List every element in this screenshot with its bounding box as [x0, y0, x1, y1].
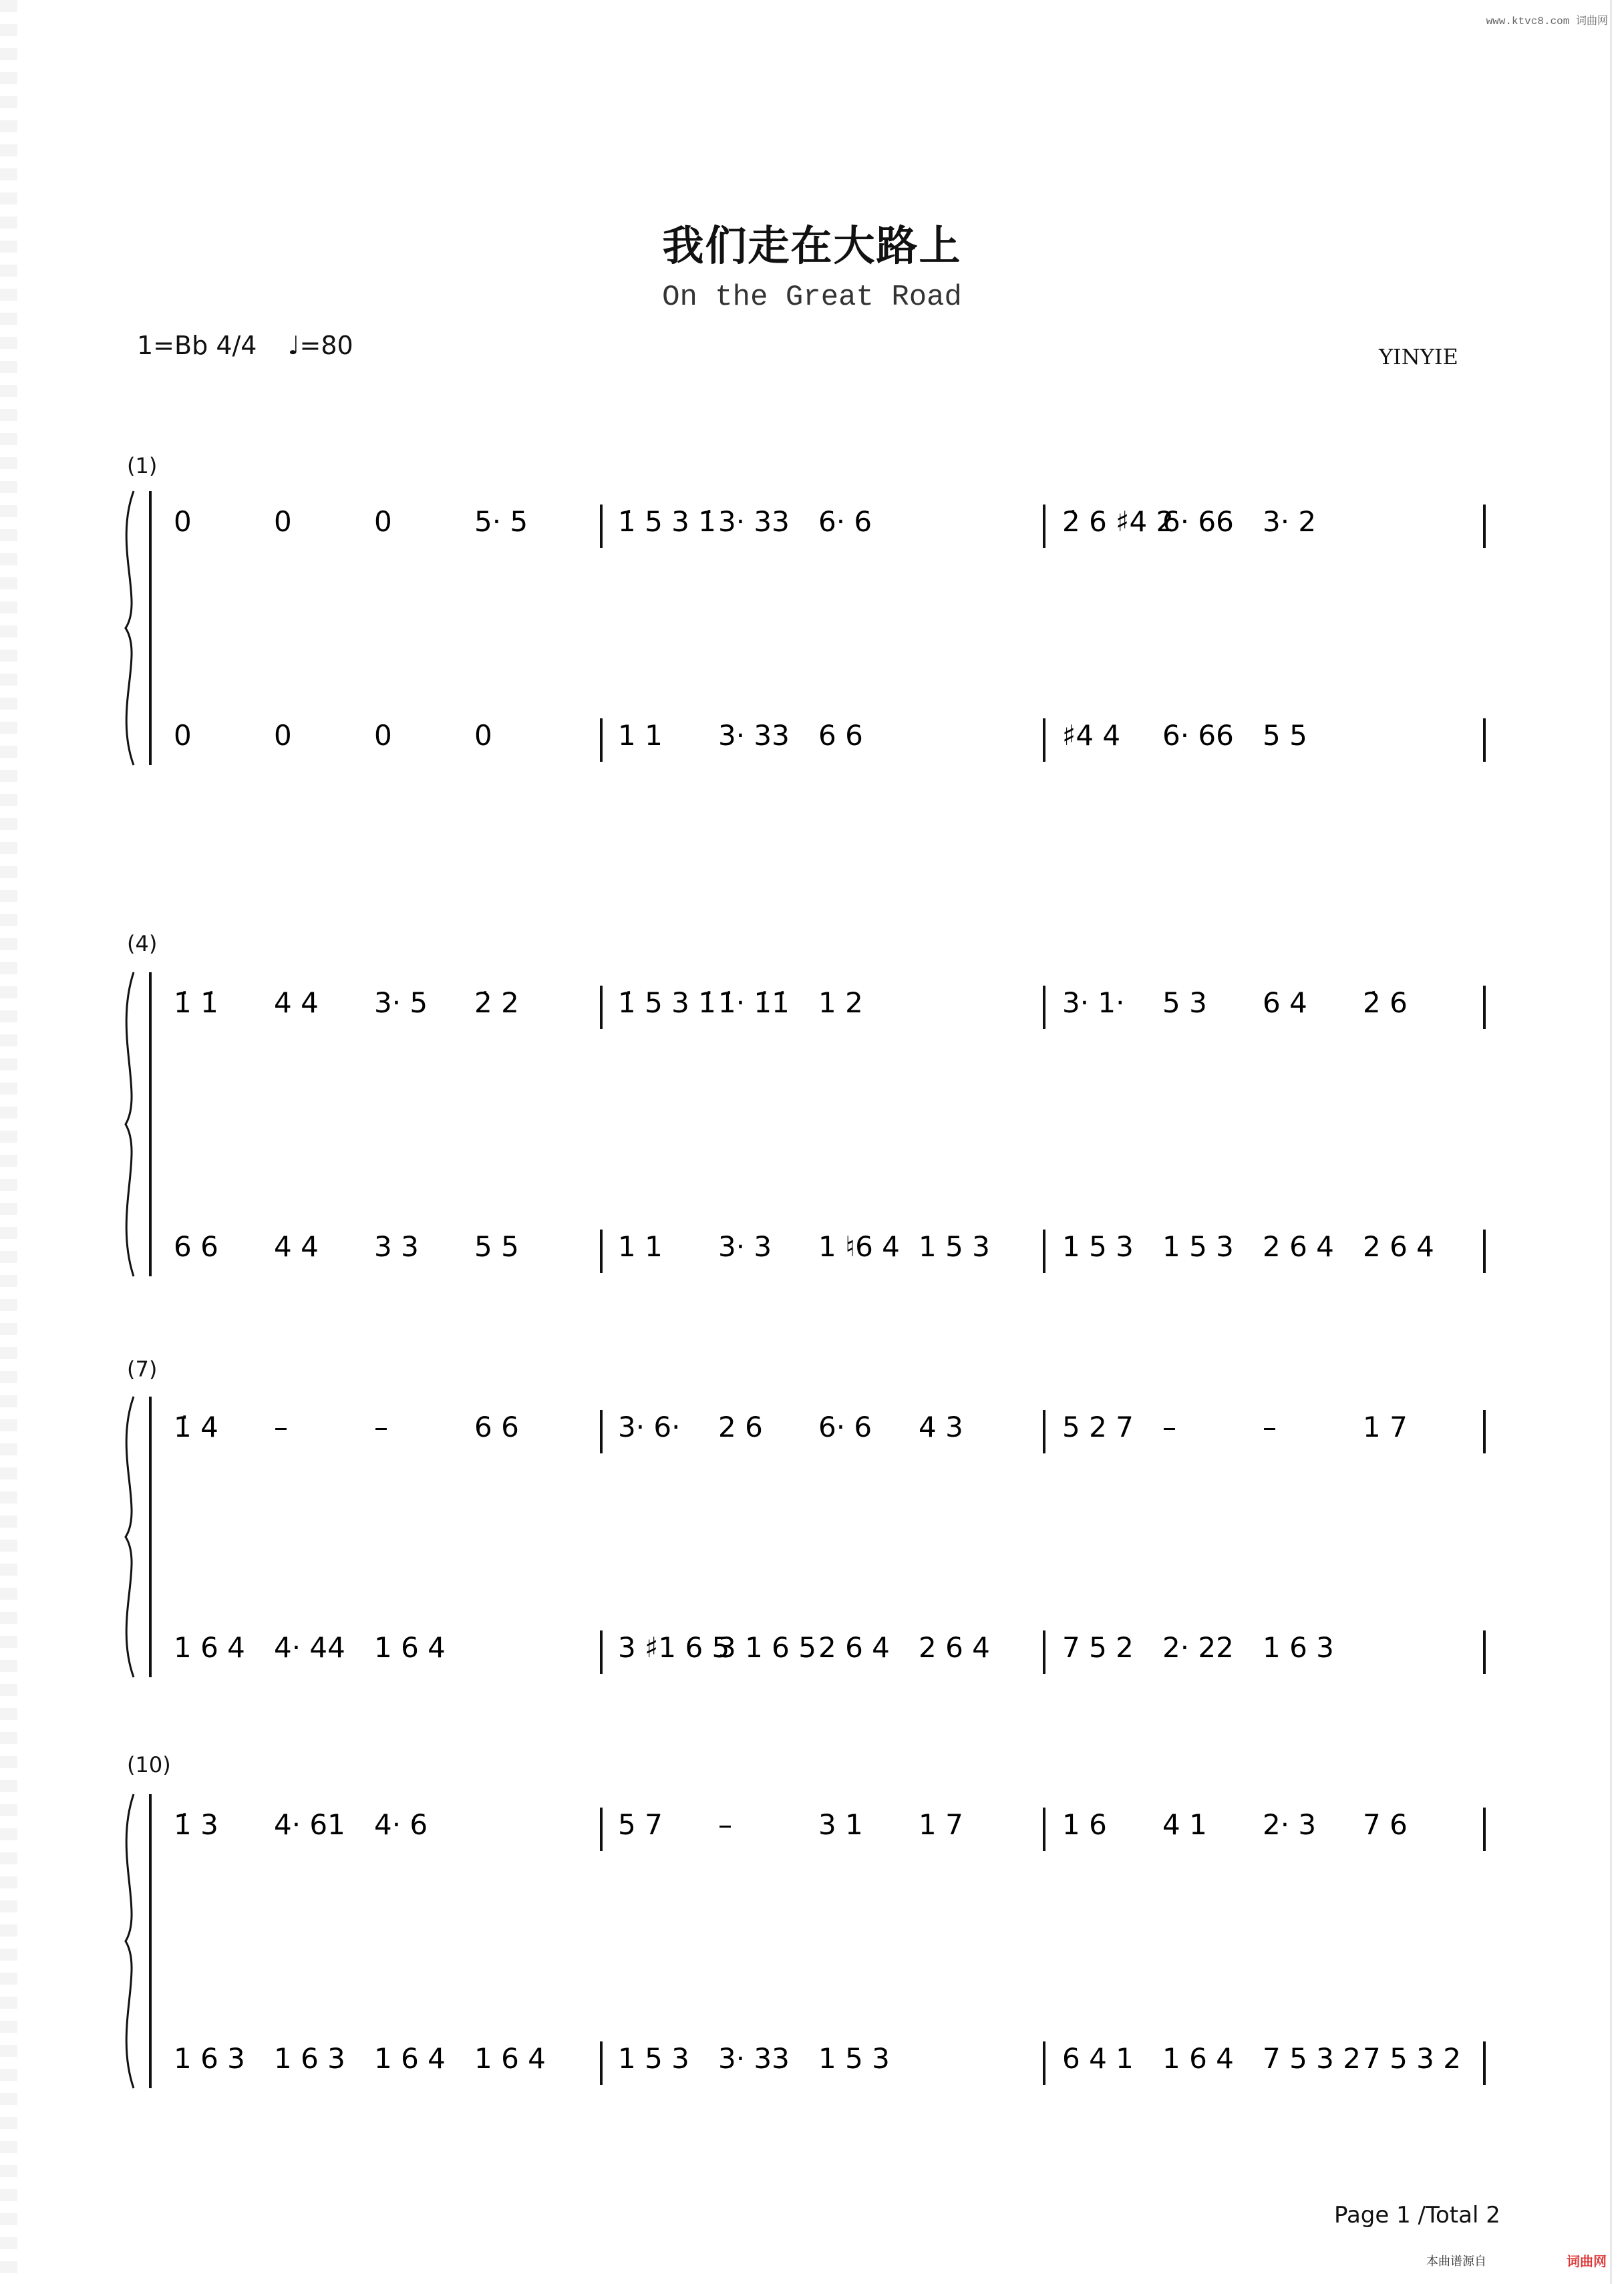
- page-subtitle: On the Great Road: [662, 281, 962, 314]
- lower-note-group: 1 1: [618, 1230, 663, 1263]
- lower-note-group: 6 6: [818, 719, 863, 752]
- upper-note-group: –: [374, 1411, 388, 1443]
- upper-note-group: 0: [174, 505, 192, 538]
- lower-note-group: 1 5 3: [618, 2042, 689, 2075]
- upper-note-group: 1 6: [1062, 1808, 1107, 1841]
- lower-note-group: 0: [274, 719, 292, 752]
- lower-note-group: 0: [374, 719, 392, 752]
- page-footer: Page 1 /Total 2: [1334, 2202, 1500, 2229]
- upper-note-group: –: [1162, 1411, 1176, 1443]
- upper-note-group: 1̇ 3: [174, 1808, 218, 1841]
- lower-note-group: 7 5 3 2: [1263, 2042, 1361, 2075]
- lower-note-group: 2 6 4: [1263, 1230, 1334, 1263]
- upper-note-group: 4 1: [1162, 1808, 1207, 1841]
- source-brand: 词曲网: [1567, 2255, 1607, 2269]
- upper-note-group: 0: [374, 505, 392, 538]
- upper-note-group: 2̇ 2: [474, 986, 519, 1019]
- lower-note-group: 5 5: [1263, 719, 1307, 752]
- tempo-marking: ♩=80: [287, 331, 353, 360]
- upper-note-group: 5 2 7: [1062, 1411, 1134, 1443]
- upper-note-group: 6· 66: [1162, 505, 1234, 538]
- lower-note-group: 1 5 3: [919, 1230, 990, 1263]
- upper-note-group: 3· 2: [1263, 505, 1317, 538]
- lower-note-group: 2 6 4: [919, 1631, 990, 1664]
- lower-note-group: 1 6 3: [1263, 1631, 1334, 1664]
- upper-note-group: 1 7: [1363, 1411, 1408, 1443]
- lower-note-group: 1 5 3: [1062, 1230, 1134, 1263]
- upper-note-group: 1̇ 5 3 1̇: [618, 505, 716, 538]
- lower-note-group: 4· 44: [274, 1631, 345, 1664]
- lower-note-group: 1 5 3: [1162, 1230, 1234, 1263]
- upper-note-group: 0: [274, 505, 292, 538]
- upper-note-group: 1 7: [919, 1808, 963, 1841]
- lower-note-group: 1 6 3: [274, 2042, 345, 2075]
- upper-note-group: 3 1: [818, 1808, 863, 1841]
- upper-note-group: –: [274, 1411, 288, 1443]
- upper-note-group: 1̇ 1̇: [174, 986, 218, 1019]
- upper-note-group: 1̇ 4: [174, 1411, 218, 1443]
- lower-note-group: 0: [474, 719, 492, 752]
- system-brace: [126, 491, 134, 765]
- lower-note-group: 2 6 4: [818, 1631, 890, 1664]
- upper-note-group: 6 4: [1263, 986, 1307, 1019]
- upper-note-group: 4 3: [919, 1411, 963, 1443]
- lower-note-group: 7 5 3 2: [1363, 2042, 1461, 2075]
- site-mark: www.ktvc8.com 词曲网: [1486, 15, 1608, 27]
- upper-note-group: 2· 3: [1263, 1808, 1317, 1841]
- lower-note-group: 1 5 3: [818, 2042, 890, 2075]
- time-signature: 4/4: [216, 331, 257, 360]
- system-brace: [126, 1397, 134, 1677]
- lower-note-group: ♯4 4: [1062, 719, 1121, 752]
- upper-note-group: 4· 61: [274, 1808, 345, 1841]
- lower-note-group: 3 ♯1 6 5: [618, 1631, 730, 1664]
- lower-note-group: 7 5 2: [1062, 1631, 1134, 1664]
- source-label: 本曲谱源自: [1426, 2255, 1486, 2268]
- lower-note-group: 2· 22: [1162, 1631, 1234, 1664]
- upper-note-group: –: [1263, 1411, 1277, 1443]
- key-signature: 1=Bb: [137, 331, 208, 360]
- lower-note-group: 1 1: [618, 719, 663, 752]
- measure-label-1: (1): [127, 453, 158, 478]
- measure-label-4: (4): [127, 931, 158, 956]
- upper-note-group: 4 4: [274, 986, 319, 1019]
- lower-note-group: 1 6 4: [474, 2042, 546, 2075]
- lower-note-group: 1 6 4: [374, 2042, 446, 2075]
- upper-note-group: 6· 6: [818, 1411, 872, 1443]
- upper-note-group: 6 6: [474, 1411, 519, 1443]
- upper-note-group: 3· 1·: [1062, 986, 1125, 1019]
- upper-note-group: 1̇· 1̇1̇: [718, 986, 790, 1019]
- upper-note-group: 5 3: [1162, 986, 1207, 1019]
- lower-note-group: 6· 66: [1162, 719, 1234, 752]
- upper-note-group: 1 2: [818, 986, 863, 1019]
- lower-note-group: 2 6 4: [1363, 1230, 1434, 1263]
- lower-note-group: 3· 3: [718, 1230, 772, 1263]
- lower-note-group: 6 4 1: [1062, 2042, 1134, 2075]
- upper-note-group: 6· 6: [818, 505, 872, 538]
- system-brace: [126, 972, 134, 1276]
- upper-note-group: 4· 6: [374, 1808, 428, 1841]
- upper-note-group: –: [718, 1808, 732, 1841]
- upper-note-group: 3· 6·: [618, 1411, 681, 1443]
- lower-note-group: 1 6 4: [1162, 2042, 1234, 2075]
- upper-note-group: 5 7: [618, 1808, 663, 1841]
- upper-note-group: 1̇ 5 3 1̇: [618, 986, 716, 1019]
- lower-note-group: 3· 33: [718, 719, 790, 752]
- arranger-name: YINYIE: [1379, 344, 1458, 370]
- lower-note-group: 6 6: [174, 1230, 218, 1263]
- lower-note-group: 4 4: [274, 1230, 319, 1263]
- lower-note-group: 5 5: [474, 1230, 519, 1263]
- measure-label-10: (10): [127, 1752, 171, 1777]
- upper-note-group: 2̇ 6: [1363, 986, 1408, 1019]
- lower-note-group: 3 1 6 5: [718, 1631, 816, 1664]
- lower-note-group: 0: [174, 719, 192, 752]
- page-title: 我们走在大路上: [662, 221, 962, 270]
- system-brace: [126, 1794, 134, 2088]
- upper-note-group: 5· 5: [474, 505, 528, 538]
- lower-note-group: 3· 33: [718, 2042, 790, 2075]
- lower-note-group: 1 6 3: [174, 2042, 245, 2075]
- upper-note-group: 2̇ 6 ♯4 2: [1062, 505, 1174, 538]
- upper-note-group: 7 6: [1363, 1808, 1408, 1841]
- upper-note-group: 2 6: [718, 1411, 763, 1443]
- upper-note-group: 3· 5: [374, 986, 428, 1019]
- measure-label-7: (7): [127, 1357, 158, 1382]
- lower-note-group: 3 3: [374, 1230, 419, 1263]
- lower-note-group: 1 ♮6 4: [818, 1230, 900, 1263]
- upper-note-group: 3· 33: [718, 505, 790, 538]
- lower-note-group: 1 6 4: [174, 1631, 245, 1664]
- lower-note-group: 1 6 4: [374, 1631, 446, 1664]
